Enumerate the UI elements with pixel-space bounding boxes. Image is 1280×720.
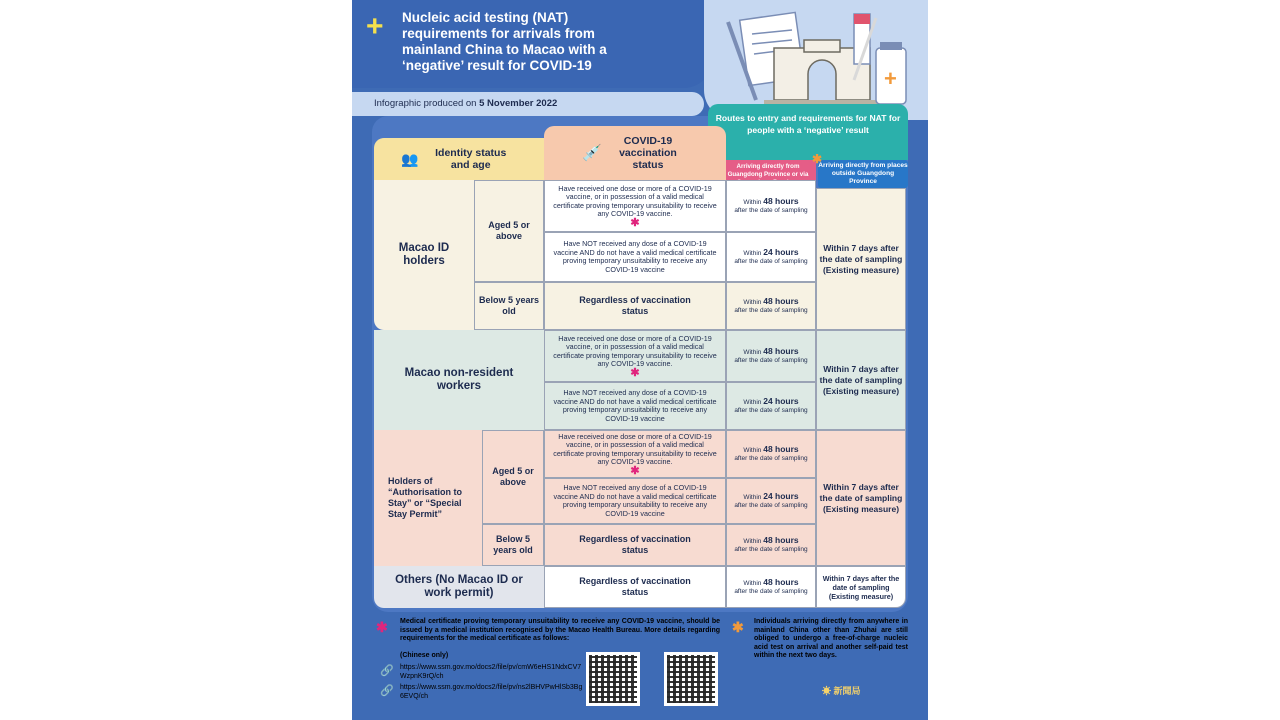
after-label: after the date of sampling [734, 501, 808, 509]
within-label: Within [743, 580, 762, 587]
not-vaccinated-cell [544, 478, 726, 524]
age-aged5 [474, 180, 544, 282]
vaccination-text: Regardless of vaccination status [579, 295, 691, 316]
orange-burst-icon: ✱ [812, 152, 823, 166]
within-label: Within [743, 447, 762, 454]
pink-star-icon: ✱ [630, 464, 640, 477]
gd-24h [726, 382, 816, 430]
gd-48h [726, 430, 816, 478]
other-7days [816, 188, 906, 330]
vaccinated-cell [544, 430, 726, 478]
within-label: Within [743, 494, 762, 501]
group-label: Holders of “Authorisation to Stay” or “Special Stay Permit” [388, 476, 462, 519]
produced-date: 5 November 2022 [479, 98, 558, 109]
other-7days [816, 430, 906, 566]
vaccination-text: Have received one dose or more of a COVID-19 vaccine, or in possession of a valid medical certificate proving temporary unsuitability to receive any COVID-19 vaccine. [553, 431, 717, 467]
age-below5 [474, 282, 544, 330]
after-label: after the date of sampling [734, 587, 808, 595]
produced-prefix: Infographic produced on [374, 98, 477, 109]
pink-star-icon: ✱ [630, 216, 640, 229]
plus-icon: + [366, 10, 384, 43]
gd-48h [726, 566, 816, 608]
identity-header-label: Identity status and age [435, 147, 507, 171]
regardless-cell [544, 282, 726, 330]
age-label: Below 5 years old [478, 295, 540, 316]
people-icon: 👥 [401, 150, 419, 167]
gcs-logo [822, 684, 861, 697]
other-7days [816, 566, 906, 608]
after-label: after the date of sampling [734, 454, 808, 462]
vaccination-text: Have NOT received any dose of a COVID-19 vaccine AND do not have a valid medical certificate proving temporary unsuitability to receive any COVID-19 vaccine [553, 388, 717, 423]
group-macao-id [374, 180, 474, 330]
group-label: Macao ID holders [398, 242, 450, 267]
hours-label: 48 hours [763, 196, 799, 206]
after-label: after the date of sampling [734, 406, 808, 414]
link-icon: 🔗 [380, 685, 394, 697]
qr-code-1[interactable] [586, 652, 640, 706]
vaccination-column-header [544, 126, 726, 180]
gd-24h [726, 478, 816, 524]
header-banner [352, 0, 712, 88]
pink-star-icon: ✱ [376, 619, 388, 635]
group-label: Macao non-resident workers [404, 367, 514, 392]
seven-days-label: Within 7 days after the date of sampling (Existing measure) [819, 242, 903, 275]
routes-header: Routes to entry and requirements for NAT for people with a ‘negative’ result [708, 104, 908, 160]
gd-48h [726, 180, 816, 232]
other-7days [816, 330, 906, 430]
age-aged5 [482, 430, 544, 524]
pink-star-icon: ✱ [630, 366, 640, 379]
after-label: after the date of sampling [734, 356, 808, 364]
group-others [374, 566, 544, 608]
hours-label: 48 hours [763, 296, 799, 306]
hours-label: 24 hours [763, 396, 799, 406]
vaccination-text: Have NOT received any dose of a COVID-19 vaccine AND do not have a valid medical certificate proving temporary unsuitability to receive any COVID-19 vaccine [553, 483, 717, 518]
qr-code-2[interactable] [664, 652, 718, 706]
orange-burst-icon: ✱ [732, 619, 744, 635]
within-label: Within [743, 299, 762, 306]
within-label: Within [743, 538, 762, 545]
gd-48h [726, 524, 816, 566]
within-label: Within [743, 399, 762, 406]
vaccination-text: Have received one dose or more of a COVID-19 vaccine, or in possession of a valid medical certificate proving temporary unsuitability to receive any COVID-19 vaccine. [553, 183, 717, 219]
age-label: Aged 5 or above [488, 220, 530, 241]
age-below5 [482, 524, 544, 566]
hours-label: 48 hours [763, 444, 799, 454]
sun-icon: ☀ [822, 686, 832, 696]
regardless-cell [544, 566, 726, 608]
vaccination-header-label: COVID-19 vaccination status [619, 135, 677, 171]
group-label: Others (No Macao ID or work permit) [395, 574, 523, 599]
route-other-header: Arriving directly from places outside Guangdong Province [818, 160, 908, 188]
gd-24h [726, 232, 816, 282]
after-label: after the date of sampling [734, 206, 808, 214]
page-title: Nucleic acid testing (NAT) requirements for arrivals from mainland China to Macao with a ‘negative’ result for COVID-19 [402, 10, 607, 73]
vaccinated-cell [544, 330, 726, 382]
gd-48h [726, 330, 816, 382]
regardless-cell [544, 524, 726, 566]
hours-label: 24 hours [763, 247, 799, 257]
hours-label: 24 hours [763, 491, 799, 501]
not-vaccinated-cell [544, 382, 726, 430]
seven-days-label: Within 7 days after the date of sampling (Existing measure) [819, 363, 903, 396]
medical-illustration [704, 0, 928, 120]
gd-48h [726, 282, 816, 330]
route-guangdong-header: Arriving directly from Guangdong Province or via [720, 160, 816, 188]
vaccination-text: Have received one dose or more of a COVID-19 vaccine, or in possession of a valid medical certificate proving temporary unsuitability to receive any COVID-19 vaccine. [553, 333, 717, 369]
after-label: after the date of sampling [734, 306, 808, 314]
group-authorisation [374, 430, 482, 566]
group-non-resident [374, 330, 544, 430]
after-label: after the date of sampling [734, 545, 808, 553]
within-label: Within [743, 199, 762, 206]
footnote-zhuhai: Individuals arriving directly from anywhere in mainland China other than Zhuhai are still obliged to undergo a free-of-charge nucleic acid test on arrival and another self-paid test within the next two days. [754, 618, 908, 659]
link-icon: 🔗 [380, 665, 394, 677]
illustration-graphic [704, 0, 928, 120]
logo-text: 新聞局 [833, 686, 861, 696]
not-vaccinated-cell [544, 232, 726, 282]
infographic-poster [352, 0, 928, 720]
after-label: after the date of sampling [734, 257, 808, 265]
footnote-certificate: Medical certificate proving temporary unsuitability to receive any COVID-19 vaccine, should be issued by a medical institution recognised by the Macao Health Bureau. More details regarding requirements for the medical certificate as follows: [400, 618, 720, 642]
syringe-icon: 💉 [582, 145, 602, 162]
svg-text:+: + [884, 66, 897, 91]
seven-days-label: Within 7 days after the date of sampling (Existing measure) [822, 573, 900, 601]
vaccination-text: Have NOT received any dose of a COVID-19 vaccine AND do not have a valid medical certificate proving temporary unsuitability to receive any COVID-19 vaccine [553, 239, 717, 274]
within-label: Within [743, 250, 762, 257]
produced-date-bar [352, 92, 704, 116]
certificate-link-2[interactable]: https://www.ssm.gov.mo/docs2/file/pv/ns2lBHVPwHlSb3Bg6EVQ/ch [400, 684, 583, 700]
vaccinated-cell [544, 180, 726, 232]
seven-days-label: Within 7 days after the date of sampling (Existing measure) [819, 481, 903, 514]
identity-column-header [374, 138, 544, 180]
age-label: Below 5 years old [493, 534, 533, 555]
within-label: Within [743, 349, 762, 356]
certificate-link-1[interactable]: https://www.ssm.gov.mo/docs2/file/pv/cmW6eHS1NdxCV7WzpnK9rQ/ch [400, 664, 582, 680]
hours-label: 48 hours [763, 346, 799, 356]
chinese-only-label: (Chinese only) [400, 652, 449, 659]
hours-label: 48 hours [763, 577, 799, 587]
vaccination-text: Regardless of vaccination status [579, 576, 691, 597]
hours-label: 48 hours [763, 535, 799, 545]
age-label: Aged 5 or above [492, 466, 534, 487]
vaccination-text: Regardless of vaccination status [579, 534, 691, 555]
